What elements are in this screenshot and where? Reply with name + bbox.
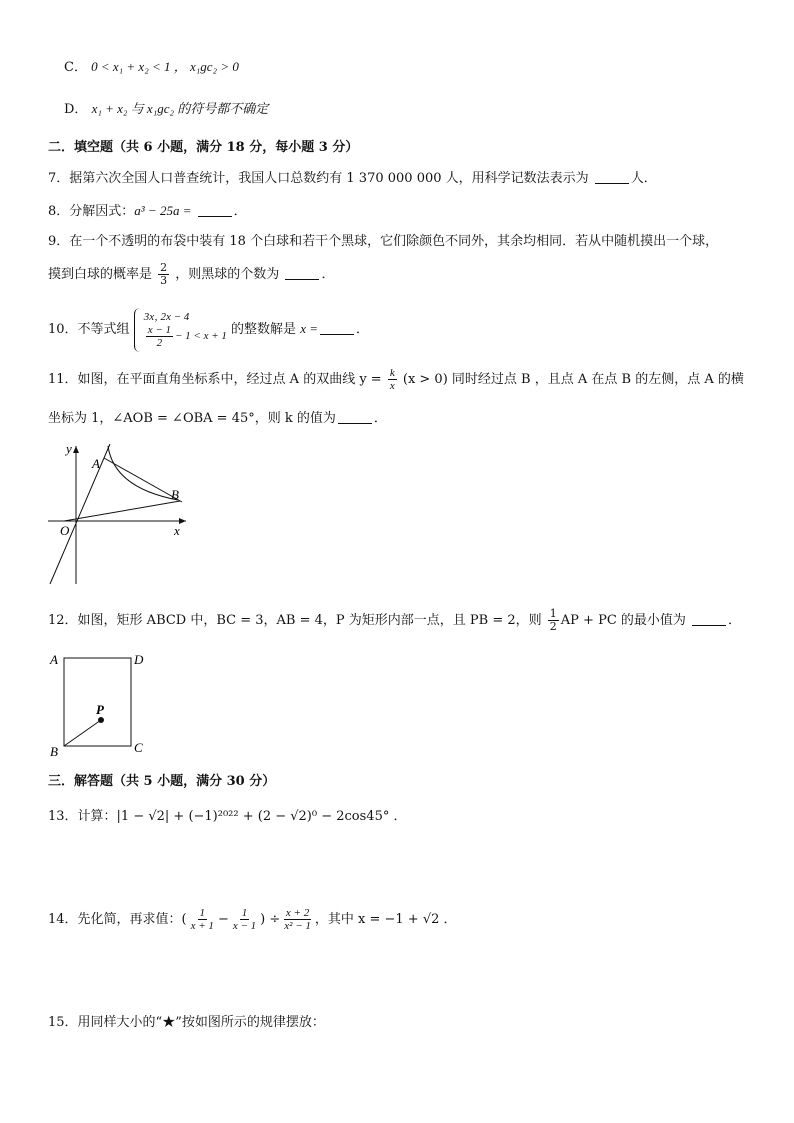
origin-label: O — [60, 523, 70, 538]
denominator: x² − 1 — [284, 920, 311, 932]
question-tail: ． — [356, 322, 370, 337]
question-tail: ． — [321, 267, 335, 282]
option-label: D． — [64, 102, 88, 117]
question-text: ，则黑球的个数为 — [175, 267, 280, 282]
question-tail: ． — [233, 204, 247, 219]
numerator: 2 — [160, 261, 168, 274]
row-tail: − 1 < x + 1 — [175, 330, 227, 343]
question-text: 7．据第六次全国人口普查统计，我国人口总数约有 1 370 000 000 人，用科学记数法表示为 — [48, 171, 589, 186]
hyperbola-curve — [108, 446, 178, 500]
denominator: 3 — [160, 274, 168, 287]
line-oa — [50, 444, 110, 584]
answer-blank — [692, 613, 726, 626]
question-8 — [48, 202, 247, 221]
question-text: 10．不等式组 — [48, 322, 130, 337]
answer-blank — [338, 411, 372, 424]
numerator: 1 — [199, 907, 206, 919]
question-tail: ． — [728, 613, 742, 628]
question-tail: 人． — [630, 171, 657, 186]
option-expr: x₁ + x₂ 与 x₁gc₂ 的符号都不确定 — [91, 101, 269, 116]
x-axis-label: x — [174, 523, 180, 538]
x-axis-arrow — [179, 518, 186, 524]
question-text: 坐标为 1，∠AOB = ∠OBA = 45°，则 k 的值为 — [48, 411, 336, 426]
system-row-1: 3x‚ 2x − 4 — [143, 311, 190, 323]
question-text: 摸到白球的概率是 — [48, 267, 153, 282]
system-row-2 — [144, 324, 227, 349]
question-text: 的整数解是 — [231, 322, 297, 337]
left-brace — [134, 308, 141, 352]
fraction — [548, 608, 559, 633]
question-15: 15．用同样大小的“★”按如图所示的规律摆放： — [48, 1015, 325, 1030]
question-text: (x > 0) 同时经过点 B ，且点 A 在点 B 的左侧，点 A 的横 — [402, 372, 744, 387]
option-expr: 0 < x₁ + x₂ < 1 ， x₁gc₂ > 0 — [91, 59, 239, 74]
answer-blank — [198, 204, 232, 217]
section-3-title: 三．解答题（共 5 小题，满分 30 分） — [48, 774, 276, 789]
question-10 — [48, 304, 369, 355]
q12-rectangle-figure — [44, 646, 154, 762]
question-tail: ． — [373, 411, 387, 426]
fraction — [231, 907, 258, 932]
question-text: 12．如图，矩形 ABCD 中，BC = 3，AB = 4，P 为矩形内部一点，且 PB = 2，则 — [48, 613, 542, 628]
numerator: 1 — [241, 907, 248, 919]
question-13: 13．计算：|1 − √2| + (−1)²⁰²² + (2 − √2)⁰ − 2cos45° ． — [48, 809, 407, 824]
math-expr: a³ − 25a = — [134, 203, 192, 218]
question-text: 14．先化简，再求值：( — [48, 912, 187, 927]
inequality-system — [134, 308, 227, 352]
denominator: x − 1 — [232, 920, 257, 932]
numerator: x − 1 — [147, 324, 171, 336]
denominator: x — [389, 380, 395, 392]
question-9-line1: 9．在一个不透明的布袋中装有 18 个白球和若干个黑球，它们除颜色不同外，其余均相同．若从中随机摸出一个球， — [48, 234, 719, 249]
math-expr: x = — [300, 321, 318, 336]
question-11-line1 — [48, 366, 744, 394]
point-b-label: B — [171, 487, 179, 502]
fraction — [146, 324, 173, 349]
numerator: 1 — [549, 607, 557, 620]
point-a-label: A — [50, 652, 58, 667]
question-7 — [48, 170, 657, 188]
answer-blank — [285, 267, 319, 280]
question-14 — [48, 904, 457, 936]
question-text: AP + PC 的最小值为 — [560, 613, 686, 628]
section-2-title: 二．填空题（共 6 小题，满分 18 分，每小题 3 分） — [48, 140, 359, 155]
question-text: ，其中 x = −1 + √2 ． — [314, 912, 457, 927]
option-label: C． — [64, 60, 87, 75]
fraction — [158, 262, 169, 287]
question-12 — [48, 606, 741, 636]
q6-option-d — [64, 100, 268, 119]
point-d-label: D — [134, 652, 144, 667]
q11-coordinate-figure — [44, 436, 194, 590]
numerator: x + 2 — [285, 907, 310, 919]
operator: ) ÷ — [260, 912, 281, 927]
numerator: k — [389, 367, 395, 379]
operator: − — [217, 912, 229, 927]
fraction — [282, 907, 313, 932]
point-b-label: B — [50, 744, 58, 759]
answer-blank — [595, 171, 629, 184]
fraction — [388, 367, 397, 392]
fraction — [189, 907, 216, 932]
segment-pb — [64, 720, 101, 746]
point-a-label: A — [92, 456, 100, 471]
point-p-label: P — [96, 702, 104, 717]
denominator: 2 — [156, 337, 163, 349]
question-11-line2 — [48, 410, 387, 428]
question-9-line2 — [48, 262, 334, 288]
answer-blank — [320, 322, 354, 335]
question-text: 8．分解因式： — [48, 204, 135, 219]
q6-option-c — [64, 58, 239, 77]
denominator: x + 1 — [190, 920, 214, 932]
y-axis-arrow — [73, 446, 79, 453]
y-axis-label: y — [66, 441, 72, 456]
point-c-label: C — [134, 740, 143, 755]
denominator: 2 — [549, 620, 557, 633]
system-rows — [144, 310, 227, 349]
question-text: 11．如图，在平面直角坐标系中，经过点 A 的双曲线 y = — [48, 372, 382, 387]
point-p — [98, 717, 104, 723]
